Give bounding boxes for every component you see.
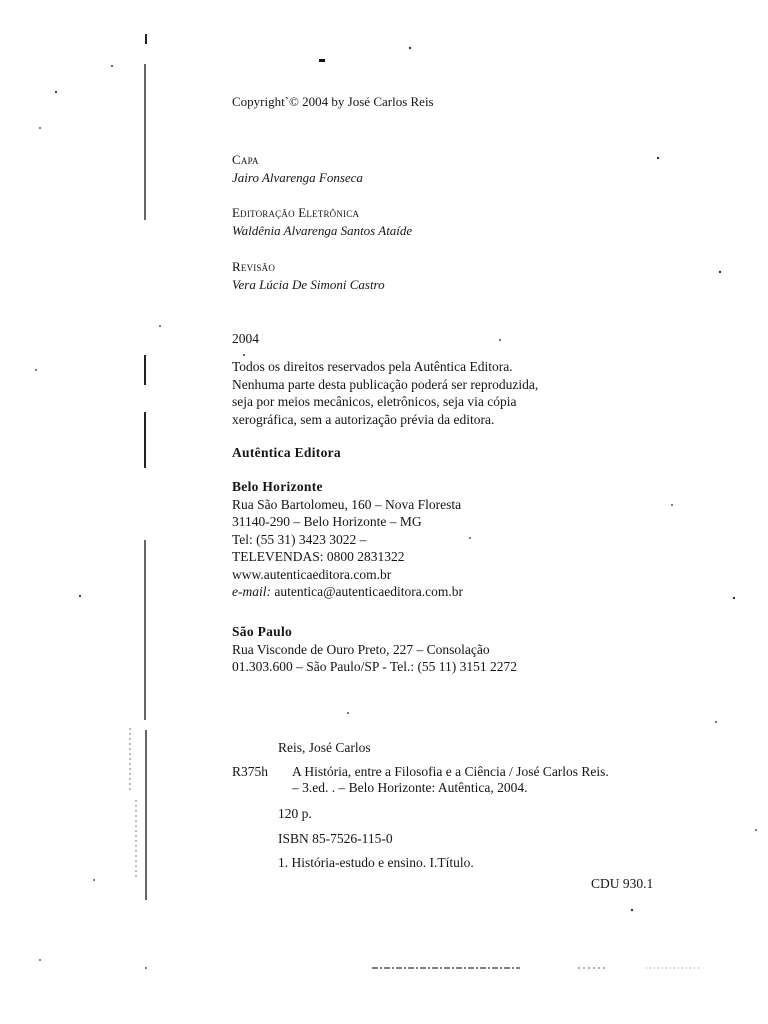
credit-desktop-publishing [232,204,412,240]
speck [319,59,325,62]
city-heading: Belo Horizonte [232,479,323,494]
speck [347,712,349,714]
email-label: e-mail: [232,584,271,599]
speck [243,354,245,356]
catalog-author: Reis, José Carlos [278,740,371,755]
publication-year: 2004 [232,331,259,346]
catalog-pages: 120 p. [278,806,312,821]
rights-line: xerográfica, sem a autorização prévia da editora. [232,411,495,427]
speck [657,157,659,159]
rights-line: Nenhuma parte desta publicação poderá ser reproduzida, [232,376,539,392]
credit-role: Capa [232,152,259,167]
address-sao-paulo [232,623,517,676]
rights-notice [232,358,662,428]
rights-line: seja por meios mecânicos, eletrônicos, seja via cópia [232,394,517,409]
televendas: TELEVENDAS: 0800 2831322 [232,549,405,564]
catalog-edition: – 3.ed. . – Belo Horizonte: Autêntica, 2004. [292,780,528,795]
speck [79,595,81,597]
address-belo-horizonte [232,478,463,601]
catalog-subjects: 1. História-estudo e ensino. I.Título. [278,855,474,870]
postal-code: 31140-290 – Belo Horizonte – MG [232,514,422,529]
catalog-cdu: CDU 930.1 [591,876,654,891]
rights-line: Todos os direitos reservados pela Autêntica Editora. [232,359,513,374]
street-address: Rua Visconde de Ouro Preto, 227 – Consolação [232,641,490,657]
telephone: Tel: (55 31) 3423 3022 – [232,531,367,547]
catalog-cutter-code: R375h [232,764,269,779]
credit-role: Revisão [232,259,276,274]
speck [35,369,37,371]
speck [111,65,113,67]
speck [55,91,57,93]
street-address: Rua São Bartolomeu, 160 – Nova Floresta [232,496,462,512]
speck [733,597,735,599]
email-address: autentica@autenticaeditora.com.br [274,584,463,599]
speck [755,829,757,831]
speck [469,537,471,539]
speck [499,339,501,341]
postal-code-telephone: 01.303.600 – São Paulo/SP - Tel.: (55 11) 3151 2272 [232,659,518,674]
credit-name: Waldênia Alvarenga Santos Ataíde [232,223,413,238]
website: www.autenticaeditora.com.br [232,566,392,582]
catalog-title: A História, entre a Filosofia e a Ciência / José Carlos Reis. [292,764,609,779]
speck [409,47,411,49]
speck [93,879,95,881]
credit-name: Vera Lúcia De Simoni Castro [232,277,385,292]
city-heading: São Paulo [232,624,293,639]
speck [39,127,41,129]
speck [39,959,41,961]
speck [715,721,717,723]
credit-revision [232,258,385,294]
speck [671,504,673,506]
speck [719,271,721,273]
publisher-name: Autêntica Editora [232,445,341,460]
credit-name: Jairo Alvarenga Fonseca [232,170,363,185]
copyright-notice: Copyright`© 2004 by José Carlos Reis [232,94,434,109]
email-line [232,583,463,601]
speck [145,967,147,969]
catalog-isbn: ISBN 85-7526-115-0 [278,831,393,846]
credit-cover [232,151,363,187]
speck [159,325,161,327]
speck [631,909,633,911]
credit-role: Editoração Eletrônica [232,205,360,220]
